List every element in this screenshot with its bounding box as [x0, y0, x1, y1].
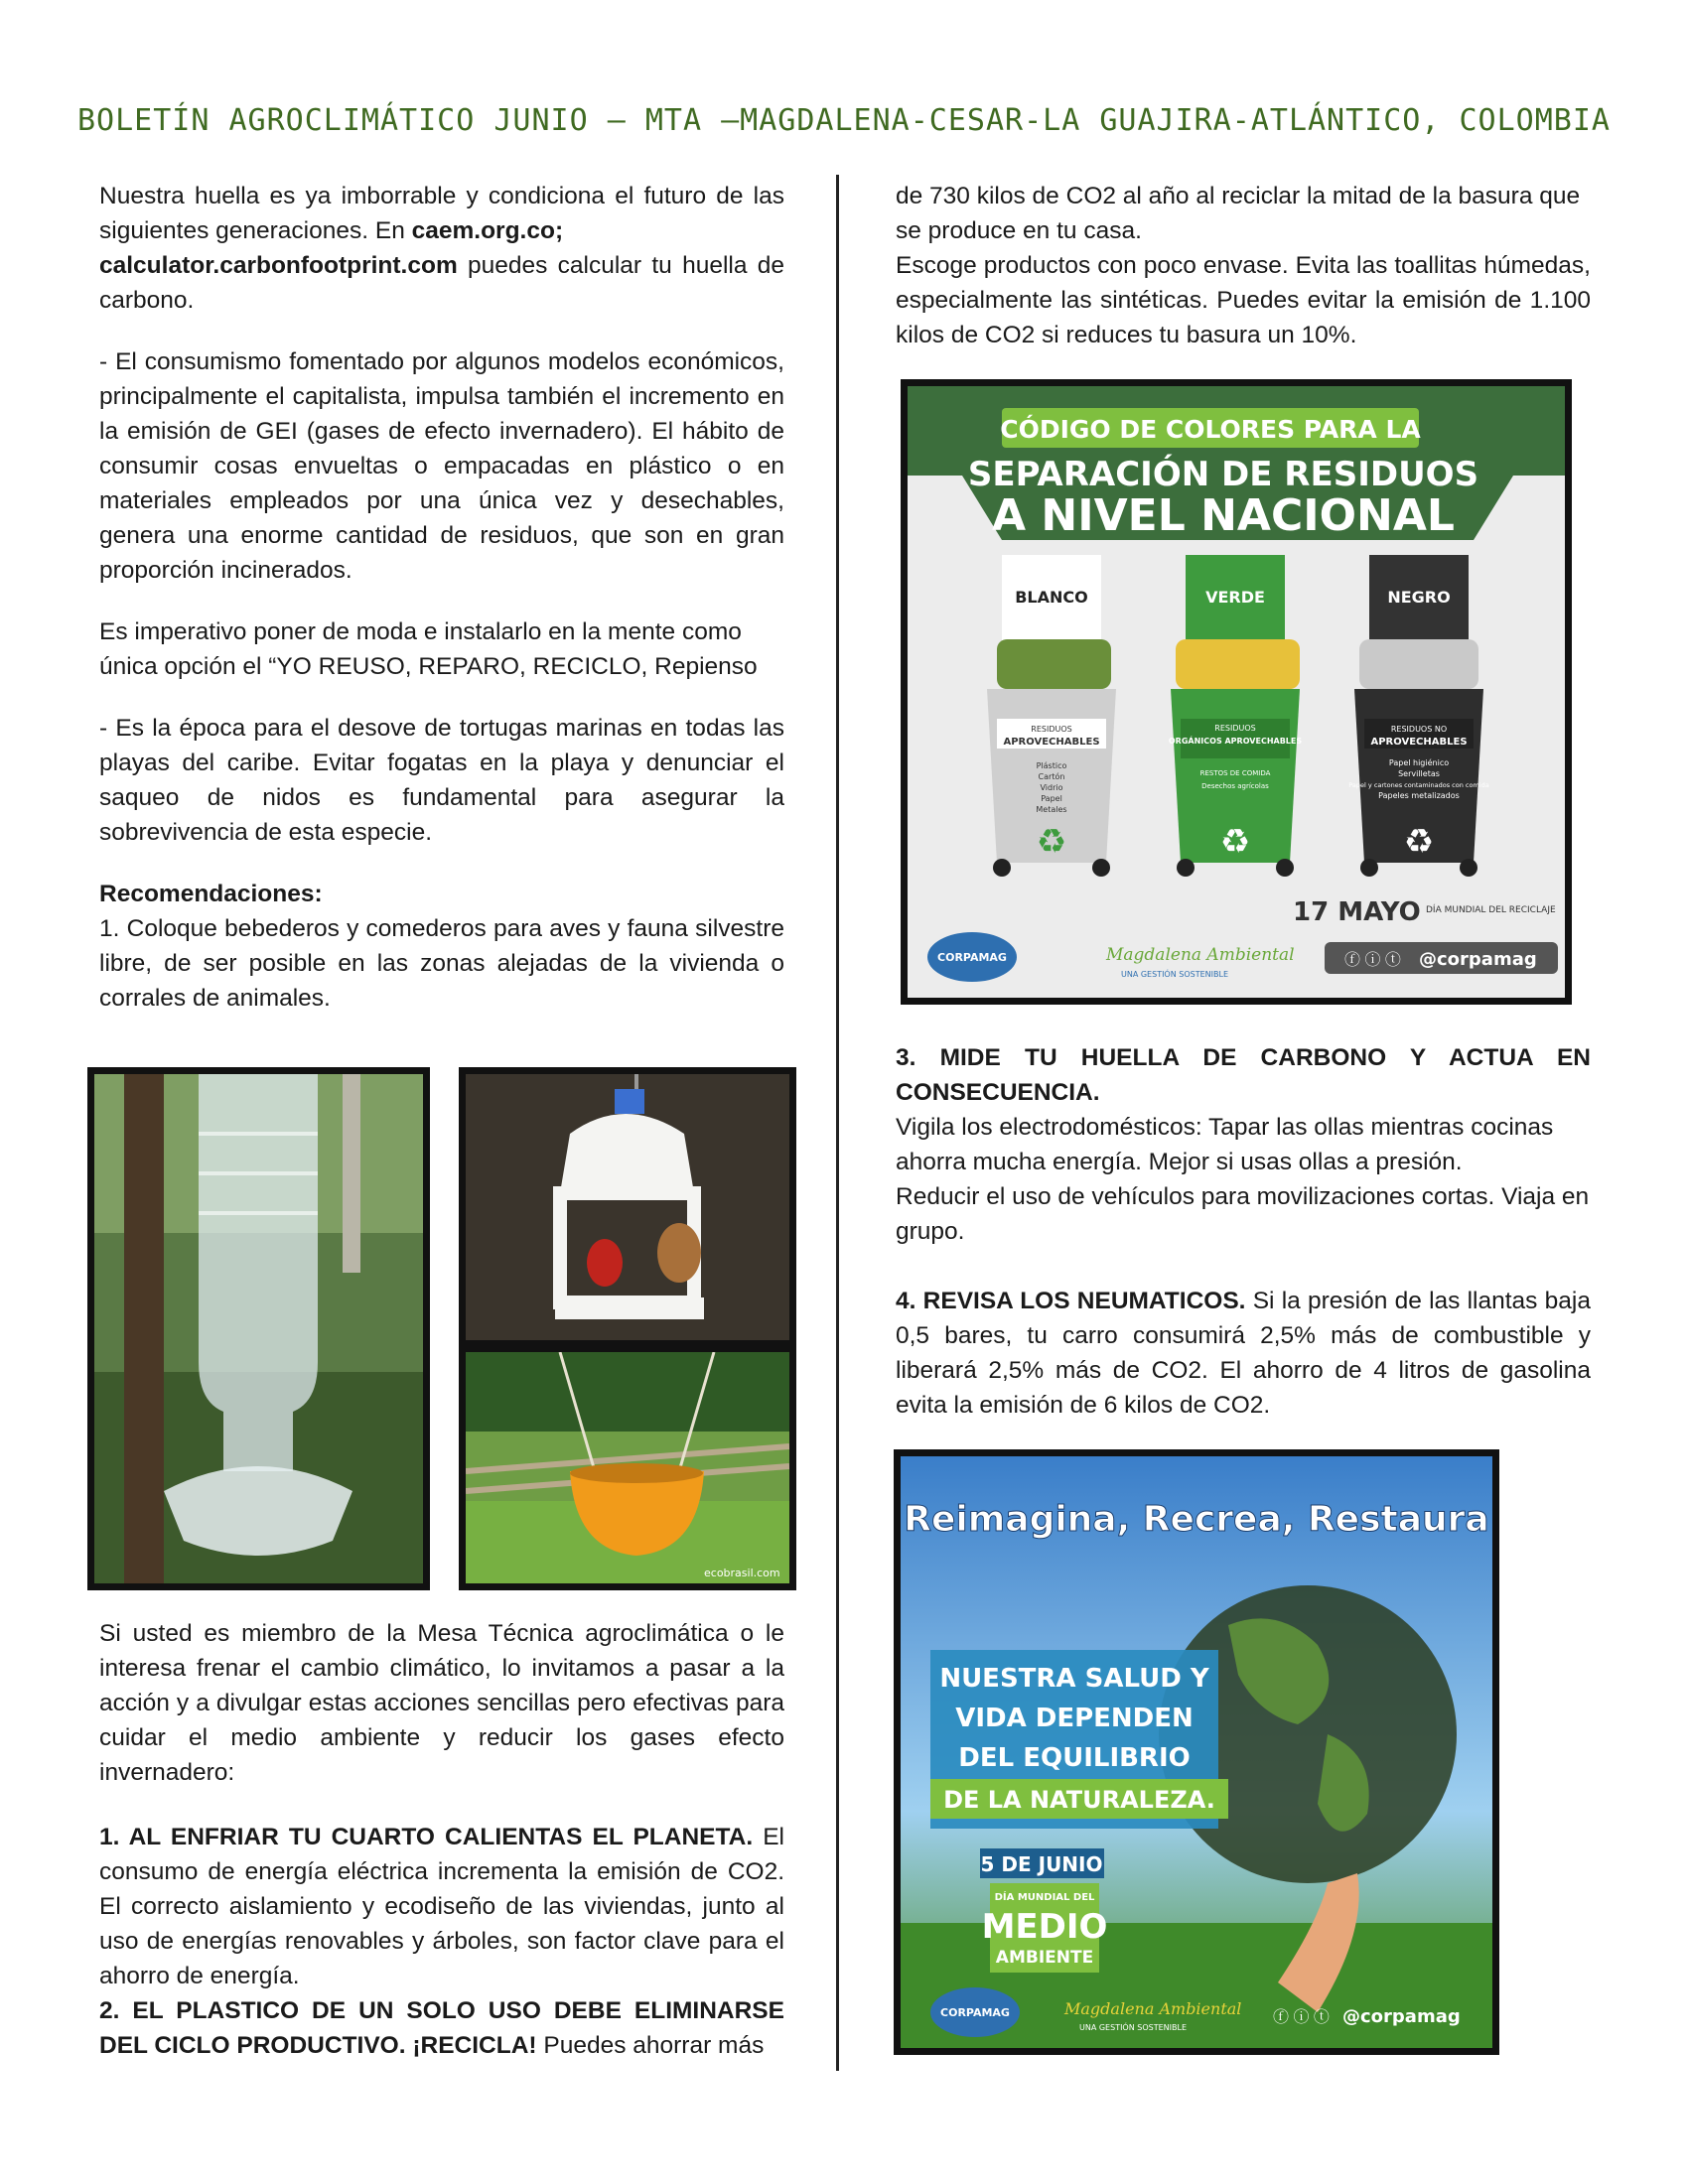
item-1-heading: 1. AL ENFRIAR TU CUARTO CALIENTAS EL PLANETA. [99, 1824, 754, 1850]
poster-big-word: MEDIO [981, 1907, 1108, 1947]
paragraph-reuse: Es imperativo poner de moda e instalarlo en la mente como única opción el “YO REUSO, REPARO, RECICLO, Repienso [99, 618, 758, 680]
bin-black-item: Servilletas [1398, 769, 1440, 778]
bin-green-item: RESTOS DE COMIDA [1199, 769, 1271, 777]
bulletin-title: BOLETÍN AGROCLIMÁTICO JUNIO – MTA –MAGDALENA-CESAR-LA GUAJIRA-ATLÁNTICO, COLOMBIA [77, 103, 1611, 138]
orange-feeder-illustration [466, 1352, 789, 1583]
bin-black-item: Papel y cartones contaminados con comida [1348, 781, 1489, 789]
bin-white-type2: APROVECHABLES [1003, 737, 1100, 748]
recycling-day-date: 17 MAYO [1293, 897, 1421, 927]
jug-feeder-illustration [466, 1074, 789, 1340]
bin-label-green: VERDE [1205, 588, 1265, 607]
item-3-paragraph-1: Vigila los electrodomésticos: Tapar las ollas mientras cocinas ahorra mucha energía. Mejor si usas ollas a presión. [896, 1114, 1554, 1175]
bin-green-item: Desechos agrícolas [1201, 782, 1269, 790]
bin-white-type: RESIDUOS [1031, 725, 1072, 734]
item-3-heading: 3. MIDE TU HUELLA DE CARBONO Y ACTUA EN CONSECUENCIA. [896, 1044, 1591, 1106]
bottle-feeder-illustration [94, 1074, 423, 1583]
social-icons: ⓕ ⓘ ⓣ [1344, 952, 1401, 969]
social-icons: ⓕ ⓘ ⓣ [1273, 2009, 1330, 2026]
banner-line: VIDA DEPENDEN [955, 1704, 1194, 1733]
item-1 [99, 1820, 784, 1993]
bin-white-item: Vidrio [1040, 783, 1063, 792]
item-2 [99, 1993, 784, 2063]
magdalena-slogan-sub: UNA GESTIÓN SOSTENIBLE [1121, 970, 1228, 979]
recommendations-heading: Recomendaciones: [99, 881, 323, 907]
magdalena-slogan: Magdalena Ambiental [1064, 1999, 1242, 2018]
recycle-icon: ♻ [1403, 823, 1435, 861]
bin-label-white: BLANCO [1015, 588, 1088, 607]
bin-green-type: RESIDUOS [1214, 724, 1256, 733]
poster-date: 5 DE JUNIO [980, 1852, 1103, 1876]
recommendation-1: 1. Coloque bebederos y comederos para aves y fauna silvestre libre, de ser posible en las zonas alejadas de la vivienda o corrales de animales. [99, 915, 784, 1012]
paragraph-invitation: Si usted es miembro de la Mesa Técnica agroclimática o le interesa frenar el cambio climático, lo invitamos a pasar a la acción y a divulgar estas acciones sencillas pero efectivas para cuidar el medio ambiente y reducir los gases efecto invernadero: [99, 1620, 784, 1786]
bin-white-item: Cartón [1038, 772, 1065, 781]
link-carbonfootprint[interactable]: calculator.carbonfootprint.com [99, 252, 458, 279]
link-caem[interactable]: caem.org.co; [411, 217, 564, 244]
corpamag-handle: @corpamag [1342, 2006, 1461, 2027]
item-3-paragraph-2: Reducir el uso de vehículos para movilizaciones cortas. Viaja en grupo. [896, 1183, 1590, 1245]
paragraph-consumerism: - El consumismo fomentado por algunos modelos económicos, principalmente el capitalista, impulsa también el incremento en la emisión de GEI (gases de efecto invernadero). El hábito de consumir cosas envueltas o empacadas en plástico o en materiales empleados por una única vez y desechables, genera una enorme cantidad de residuos, que son en gran proporción incinerados. [99, 348, 784, 584]
left-column-top [99, 179, 784, 1016]
bin-black-type2: APROVECHABLES [1370, 737, 1468, 748]
corpamag-logo: CORPAMAG [937, 951, 1007, 964]
corpamag-logo: CORPAMAG [940, 2006, 1010, 2019]
text: puedes calcular tu huella de carbono. [99, 252, 784, 314]
bin-green-type2: ORGÁNICOS APROVECHABLES [1168, 737, 1303, 746]
text: Nuestra huella es ya imborrable y condiciona el futuro de las siguientes generaciones. En [99, 183, 784, 244]
waste-infographic-graphic [908, 386, 1565, 998]
item-2-body: Puedes ahorrar más [536, 2032, 765, 2059]
bin-white-item: Plástico [1036, 761, 1067, 770]
waste-color-code-infographic [901, 379, 1572, 1005]
bottle-feeder-photo [87, 1067, 430, 1590]
left-column-bottom [99, 1616, 784, 2063]
magdalena-slogan: Magdalena Ambiental [1106, 945, 1295, 965]
bin-black-item: Papel higiénico [1388, 758, 1450, 767]
jug-feeder-photo [459, 1067, 796, 1347]
photo-watermark: ecobrasil.com [704, 1567, 780, 1579]
recycle-icon: ♻ [1219, 823, 1251, 861]
poster-headline: Reimagina, Recrea, Restaura [904, 1499, 1489, 1540]
poster-big-word-2: AMBIENTE [995, 1948, 1094, 1968]
item-4-body: Si la presión de las llantas baja 0,5 bares, tu carro consumirá 2,5% más de combustible y liberará 2,5% más de CO2. El ahorro de 4 litros de gasolina evita la emisión de 6 kilos de CO2. [896, 1288, 1591, 1419]
item-4-heading: 4. REVISA LOS NEUMATICOS. [896, 1288, 1246, 1314]
item-1-body: El consumo de energía eléctrica incrementa la emisión de CO2. El correcto aislamiento y ecodiseño de las viviendas, junto al uso de energías renovables y árboles, son factor clave para el ahorro de energía. [99, 1824, 784, 1989]
infographic-line3: A NIVEL NACIONAL [992, 490, 1455, 541]
right-column-middle [896, 1040, 1591, 1423]
poster-day-label: DÍA MUNDIAL DEL [994, 1892, 1095, 1903]
item-2-heading: 2. EL PLASTICO DE UN SOLO USO DEBE ELIMINARSE DEL CICLO PRODUCTIVO. ¡RECICLA! [99, 1997, 784, 2059]
banner-line: DE LA NATURALEZA. [943, 1786, 1215, 1814]
item-4 [896, 1284, 1591, 1423]
right-column-top [896, 179, 1591, 352]
bin-black-item: Papeles metalizados [1378, 791, 1460, 800]
paragraph-recycle-savings: de 730 kilos de CO2 al año al reciclar la mitad de la basura que se produce en tu casa. [896, 183, 1581, 244]
magdalena-slogan-sub: UNA GESTIÓN SOSTENIBLE [1079, 2023, 1187, 2032]
environment-day-graphic [901, 1456, 1492, 2048]
banner-line: NUESTRA SALUD Y [939, 1664, 1209, 1694]
paragraph-turtles: - Es la época para el desove de tortugas marinas en todas las playas del caribe. Evitar fogatas en la playa y denunciar el saqueo de nidos es fundamental para asegurar la sobrevivencia de esta especie. [99, 715, 784, 846]
bin-white-item: Papel [1041, 794, 1062, 803]
infographic-line2: SEPARACIÓN DE RESIDUOS [967, 455, 1479, 494]
infographic-line1: CÓDIGO DE COLORES PARA LA [1000, 415, 1421, 444]
orange-feeder-photo [459, 1345, 796, 1590]
corpamag-handle: @corpamag [1419, 949, 1537, 970]
environment-day-poster [894, 1449, 1499, 2055]
recycling-day-label: DÍA MUNDIAL DEL RECICLAJE [1426, 905, 1556, 915]
paragraph-carbon-footprint [99, 179, 784, 318]
paragraph-packaging: Escoge productos con poco envase. Evita las toallitas húmedas, especialmente las sintéticas. Puedes evitar la emisión de 1.100 kilos de CO2 si reduces tu basura un 10%. [896, 252, 1591, 348]
column-divider [836, 175, 839, 2071]
banner-line: DEL EQUILIBRIO [958, 1743, 1191, 1773]
bin-black-type: RESIDUOS NO [1390, 725, 1448, 734]
bin-white-item: Metales [1036, 805, 1067, 814]
recycle-icon: ♻ [1036, 823, 1067, 861]
bin-label-black: NEGRO [1387, 588, 1451, 607]
